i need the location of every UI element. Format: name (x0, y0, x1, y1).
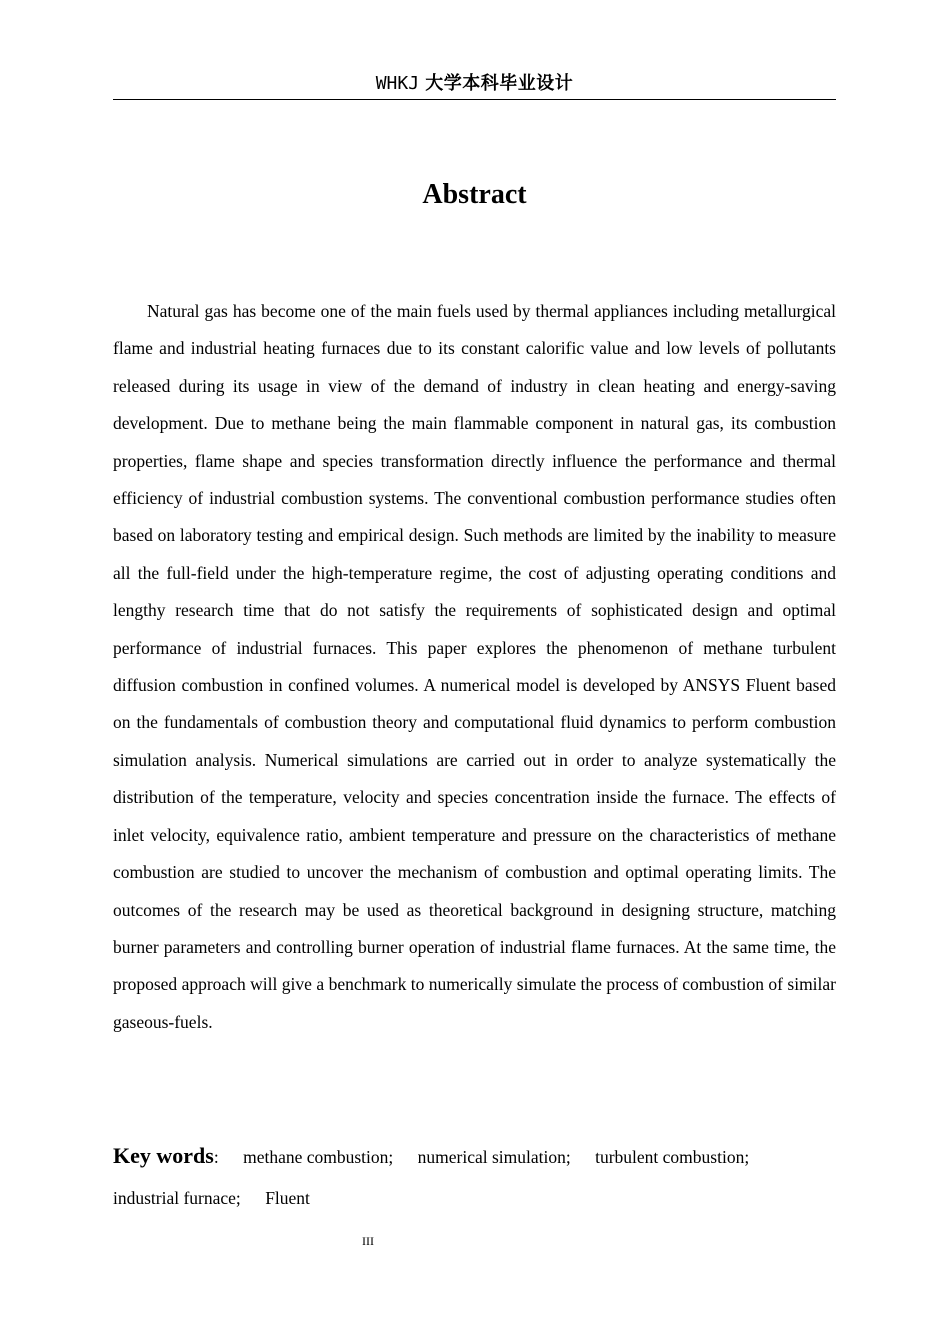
page-number: III (362, 1234, 374, 1248)
header-title (376, 73, 574, 94)
keywords-colon: : (213, 1147, 219, 1167)
keyword-item: turbulent combustion; (595, 1147, 750, 1167)
page-header (113, 68, 836, 100)
keyword-item: methane combustion; (243, 1147, 394, 1167)
header-cjk: 大学本科毕业设计 (425, 73, 574, 94)
abstract-body: Natural gas has become one of the main fuels used by thermal appliances including metallurgical flame and industrial heating furnaces due to its constant calorific value and low levels of pollutants released during its usage in view of the demand of industry in clean heating and energy-saving development. Due to methane being the main flammable component in natural gas, its combustion properties, flame shape and species transformation directly influence the performance and thermal efficiency of industrial combustion systems. The conventional combustion performance studies often based on laboratory testing and empirical design. Such methods are limited by the inability to measure all the full-field under the high-temperature regime, the cost of adjusting operating conditions and lengthy research time that do not satisfy the requirements of sophisticated design and optimal performance of industrial furnaces. This paper explores the phenomenon of methane turbulent diffusion combustion in confined volumes. A numerical model is developed by ANSYS Fluent based on the fundamentals of combustion theory and computational fluid dynamics to perform combustion simulation analysis. Numerical simulations are carried out in order to analyze systematically the distribution of the temperature, velocity and species concentration inside the furnace. The effects of inlet velocity, equivalence ratio, ambient temperature and pressure on the characteristics of methane combustion are studied to uncover the mechanism of combustion and optimal operating limits. The outcomes of the research may be used as theoretical background in designing structure, matching burner parameters and controlling burner operation of industrial flame furnaces. At the same time, the proposed approach will give a benchmark to numerically simulate the process of combustion of similar gaseous-fuels. (113, 301, 836, 1032)
keywords-label: Key words (113, 1143, 214, 1168)
abstract-title: Abstract (422, 179, 527, 210)
keywords-section (113, 1135, 836, 1219)
keyword-item: numerical simulation; (417, 1147, 571, 1167)
header-latin: WHKJ (375, 73, 420, 94)
keyword-item: industrial furnace; (113, 1188, 241, 1208)
keyword-item: Fluent (265, 1188, 310, 1208)
